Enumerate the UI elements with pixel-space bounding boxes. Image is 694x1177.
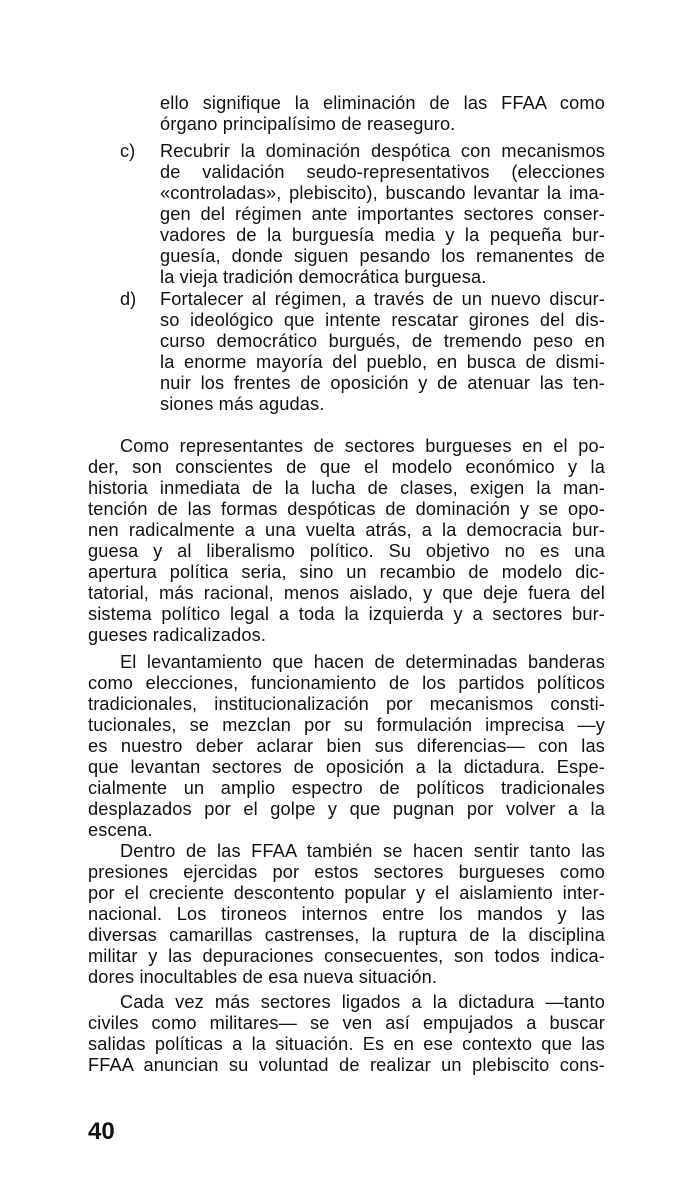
text-line: Recubrir la dominación despótica con mecanismos	[160, 141, 605, 161]
text-line: gen del régimen ante importantes sectores conser-	[160, 204, 605, 224]
text-line: nacional. Los tironeos internos entre los mandos y las	[88, 904, 605, 924]
text-line: curso democrático burgués, de tremendo peso en	[160, 331, 605, 351]
list-marker: c)	[120, 141, 136, 161]
text-line: Como representantes de sectores burgueses en el po-	[120, 436, 605, 456]
text-line: tención de las formas despóticas de dominación y se opo-	[88, 499, 605, 519]
text-line: nuir los frentes de oposición y de atenuar las ten-	[160, 373, 605, 393]
text-line: civiles como militares— se ven así empujados a buscar	[88, 1013, 605, 1033]
text-line: gueses radicalizados.	[88, 625, 267, 645]
list-marker: d)	[120, 289, 137, 309]
text-line: la vieja tradición democrática burguesa.	[160, 267, 487, 287]
text-line: tucionales, se mezclan por su formulación imprecisa —y	[88, 715, 605, 735]
text-line: presiones ejercidas por estos sectores burgueses como	[88, 862, 605, 882]
text-line: guesía, donde siguen pesando los remanentes de	[160, 246, 605, 266]
text-line: que levantan sectores de oposición a la dictadura. Espe-	[88, 757, 605, 777]
text-line: Dentro de las FFAA también se hacen sentir tanto las	[120, 841, 605, 861]
text-line: órgano principalísimo de reaseguro.	[160, 114, 456, 134]
text-line: tatorial, más racional, menos aislado, y que deje fuera del	[88, 583, 605, 603]
page-number: 40	[88, 1118, 115, 1145]
text-line: dores inocultables de esa nueva situación.	[88, 967, 438, 987]
text-line: historia inmediata de la lucha de clases, exigen la man-	[88, 478, 605, 498]
text-line: guesa y al liberalismo político. Su objetivo no es una	[88, 541, 605, 561]
text-line: ello signifique la eliminación de las FFAA como	[160, 93, 605, 113]
text-line: Fortalecer al régimen, a través de un nuevo discur-	[160, 289, 605, 309]
text-line: tradicionales, institucionalización por mecanismos consti-	[88, 694, 605, 714]
text-line: diversas camarillas castrenses, la ruptura de la disciplina	[88, 925, 605, 945]
text-line: salidas políticas a la situación. Es en ese contexto que las	[88, 1034, 605, 1054]
text-line: es nuestro deber aclarar bien sus diferencias— con las	[88, 736, 605, 756]
text-line: FFAA anuncian su voluntad de realizar un plebiscito cons-	[88, 1055, 605, 1075]
text-line: apertura política seria, sino un recambio de modelo dic-	[88, 562, 605, 582]
text-line: Cada vez más sectores ligados a la dictadura —tanto	[120, 992, 605, 1012]
text-line: como elecciones, funcionamiento de los partidos políticos	[88, 673, 605, 693]
text-line: de validación seudo-representativos (elecciones	[160, 162, 605, 182]
text-line: cialmente un amplio espectro de políticos tradicionales	[88, 778, 605, 798]
text-line: nen radicalmente a una vuelta atrás, a la democracia bur-	[88, 520, 605, 540]
text-line: siones más agudas.	[160, 394, 325, 414]
text-line: so ideológico que intente rescatar girones del dis-	[160, 310, 605, 330]
text-line: der, son conscientes de que el modelo económico y la	[88, 457, 605, 477]
text-line: sistema político legal a toda la izquierda y a sectores bur-	[88, 604, 605, 624]
text-line: militar y las depuraciones consecuentes, son todos indica-	[88, 946, 605, 966]
text-line: por el creciente descontento popular y el aislamiento inter-	[88, 883, 605, 903]
text-line: desplazados por el golpe y que pugnan por volver a la	[88, 799, 605, 819]
text-line: El levantamiento que hacen de determinadas banderas	[120, 652, 605, 672]
text-line: la enorme mayoría del pueblo, en busca de dismi-	[160, 352, 605, 372]
text-line: vadores de la burguesía media y la pequeña bur-	[160, 225, 605, 245]
text-line: «controladas», plebiscito), buscando levantar la ima-	[160, 183, 605, 203]
text-line: escena.	[88, 820, 153, 840]
